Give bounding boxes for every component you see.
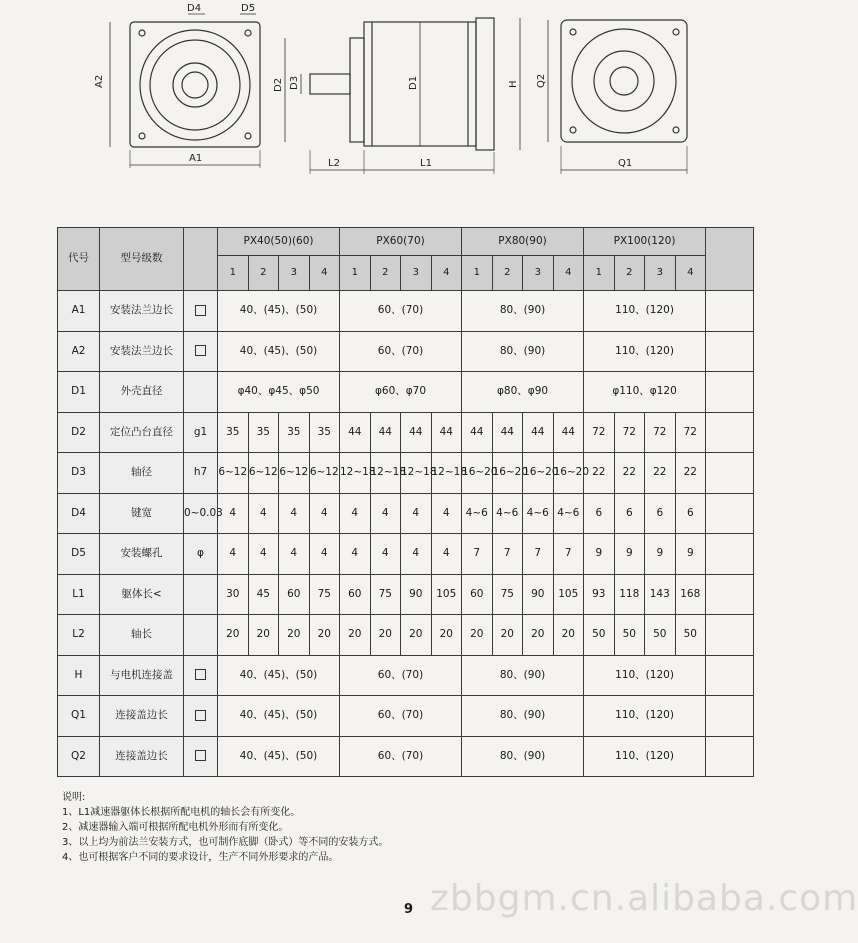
value-cell: 4~6 <box>492 493 523 534</box>
merged-value-cell: φ110、φ120 <box>584 372 706 413</box>
col-tol-header <box>184 228 218 291</box>
motor-cover <box>476 18 494 150</box>
stage-header: 4 <box>675 256 706 291</box>
row-code: D5 <box>58 534 100 575</box>
value-cell: 12~18 <box>401 453 432 494</box>
value-cell: 75 <box>370 574 401 615</box>
table-row <box>58 331 754 372</box>
row-name: 轴径 <box>100 453 184 494</box>
stage-header: 2 <box>248 256 279 291</box>
row-code: Q1 <box>58 696 100 737</box>
value-cell: 44 <box>431 412 462 453</box>
value-cell: 4 <box>431 493 462 534</box>
merged-value-cell: 80、(90) <box>462 291 584 332</box>
value-cell: 4 <box>340 534 371 575</box>
row-tolerance: 0~0.03 <box>184 493 218 534</box>
stage-header: 2 <box>614 256 645 291</box>
blank-cell <box>706 534 754 575</box>
table-row <box>58 736 754 777</box>
group-header: PX100(120) <box>584 228 706 256</box>
row-tolerance <box>184 655 218 696</box>
merged-value-cell: 40、(45)、(50) <box>218 696 340 737</box>
row-tolerance <box>184 736 218 777</box>
merged-value-cell: 60、(70) <box>340 736 462 777</box>
row-name: 键宽 <box>100 493 184 534</box>
stage-header: 4 <box>431 256 462 291</box>
row-code: D2 <box>58 412 100 453</box>
value-cell: 7 <box>492 534 523 575</box>
row-code: D3 <box>58 453 100 494</box>
value-cell: 44 <box>523 412 554 453</box>
merged-value-cell: 60、(70) <box>340 331 462 372</box>
row-code: L2 <box>58 615 100 656</box>
row-name: 安装法兰边长 <box>100 291 184 332</box>
value-cell: 44 <box>401 412 432 453</box>
value-cell: 4 <box>218 534 249 575</box>
value-cell: 4 <box>309 493 340 534</box>
value-cell: 44 <box>340 412 371 453</box>
blank-cell <box>706 372 754 413</box>
watermark: zbbgm.cn.alibaba.com <box>430 878 858 919</box>
value-cell: 143 <box>645 574 676 615</box>
value-cell: 7 <box>553 534 584 575</box>
table-row <box>58 372 754 413</box>
value-cell: 6~12 <box>309 453 340 494</box>
table-row <box>58 574 754 615</box>
checkbox-icon <box>195 305 206 316</box>
label-l1: L1 <box>420 158 432 169</box>
stage-header: 3 <box>401 256 432 291</box>
label-d1: D1 <box>408 75 419 90</box>
value-cell: 6~12 <box>248 453 279 494</box>
label-d4: D4 <box>187 3 202 14</box>
row-name: 躯体长< <box>100 574 184 615</box>
blank-cell <box>706 291 754 332</box>
value-cell: 45 <box>248 574 279 615</box>
value-cell: 7 <box>523 534 554 575</box>
value-cell: 9 <box>584 534 615 575</box>
value-cell: 4 <box>309 534 340 575</box>
blank-cell <box>706 615 754 656</box>
merged-value-cell: 40、(45)、(50) <box>218 736 340 777</box>
value-cell: 4 <box>279 493 310 534</box>
stage-header: 2 <box>492 256 523 291</box>
value-cell: 16~20 <box>492 453 523 494</box>
table-row <box>58 615 754 656</box>
merged-value-cell: 40、(45)、(50) <box>218 655 340 696</box>
value-cell: 6~12 <box>279 453 310 494</box>
row-name: 连接盖边长 <box>100 696 184 737</box>
stage-header: 3 <box>523 256 554 291</box>
spec-table <box>57 227 754 777</box>
checkbox-icon <box>195 710 206 721</box>
value-cell: 4 <box>248 534 279 575</box>
value-cell: 20 <box>248 615 279 656</box>
value-cell: 93 <box>584 574 615 615</box>
value-cell: 16~20 <box>553 453 584 494</box>
value-cell: 72 <box>584 412 615 453</box>
row-name: 外壳直径 <box>100 372 184 413</box>
value-cell: 6~12 <box>218 453 249 494</box>
row-tolerance: g1 <box>184 412 218 453</box>
merged-value-cell: 80、(90) <box>462 331 584 372</box>
row-code: L1 <box>58 574 100 615</box>
group-header: PX60(70) <box>340 228 462 256</box>
table-row <box>58 453 754 494</box>
rear-cover-view <box>561 20 687 142</box>
row-tolerance <box>184 291 218 332</box>
value-cell: 9 <box>614 534 645 575</box>
blank-cell <box>706 331 754 372</box>
stage-header: 3 <box>645 256 676 291</box>
value-cell: 118 <box>614 574 645 615</box>
table-row <box>58 291 754 332</box>
label-d3: D3 <box>289 75 300 90</box>
label-a1: A1 <box>189 153 203 164</box>
value-cell: 30 <box>218 574 249 615</box>
value-cell: 50 <box>614 615 645 656</box>
row-code: Q2 <box>58 736 100 777</box>
value-cell: 9 <box>645 534 676 575</box>
value-cell: 35 <box>279 412 310 453</box>
value-cell: 6 <box>645 493 676 534</box>
value-cell: 50 <box>675 615 706 656</box>
value-cell: 60 <box>279 574 310 615</box>
value-cell: 6 <box>675 493 706 534</box>
row-tolerance <box>184 331 218 372</box>
value-cell: 75 <box>492 574 523 615</box>
value-cell: 44 <box>492 412 523 453</box>
row-tolerance <box>184 574 218 615</box>
value-cell: 20 <box>553 615 584 656</box>
merged-value-cell: φ60、φ70 <box>340 372 462 413</box>
value-cell: 4 <box>401 493 432 534</box>
value-cell: 4 <box>431 534 462 575</box>
value-cell: 44 <box>370 412 401 453</box>
value-cell: 4 <box>401 534 432 575</box>
merged-value-cell: 80、(90) <box>462 736 584 777</box>
stage-header: 1 <box>340 256 371 291</box>
merged-value-cell: 80、(90) <box>462 655 584 696</box>
row-code: A2 <box>58 331 100 372</box>
merged-value-cell: 110、(120) <box>584 291 706 332</box>
value-cell: 60 <box>462 574 493 615</box>
table-row <box>58 696 754 737</box>
row-tolerance <box>184 696 218 737</box>
value-cell: 4 <box>370 493 401 534</box>
value-cell: 6 <box>584 493 615 534</box>
value-cell: 90 <box>401 574 432 615</box>
value-cell: 20 <box>279 615 310 656</box>
group-header: PX40(50)(60) <box>218 228 340 256</box>
table-header-row <box>58 228 754 256</box>
row-name: 定位凸台直径 <box>100 412 184 453</box>
checkbox-icon <box>195 345 206 356</box>
value-cell: 20 <box>309 615 340 656</box>
checkbox-icon <box>195 750 206 761</box>
merged-value-cell: 40、(45)、(50) <box>218 291 340 332</box>
value-cell: 20 <box>370 615 401 656</box>
merged-value-cell: 110、(120) <box>584 696 706 737</box>
value-cell: 22 <box>675 453 706 494</box>
value-cell: 72 <box>675 412 706 453</box>
value-cell: 16~20 <box>523 453 554 494</box>
blank-cell <box>706 574 754 615</box>
value-cell: 9 <box>675 534 706 575</box>
table-row <box>58 493 754 534</box>
value-cell: 12~18 <box>370 453 401 494</box>
merged-value-cell: 60、(70) <box>340 291 462 332</box>
technical-drawings <box>0 0 812 220</box>
notes-title: 说明: <box>62 792 86 803</box>
stage-header: 2 <box>370 256 401 291</box>
value-cell: 20 <box>431 615 462 656</box>
row-name: 轴长 <box>100 615 184 656</box>
label-l2: L2 <box>328 158 340 169</box>
stage-header: 1 <box>218 256 249 291</box>
table-row <box>58 412 754 453</box>
value-cell: 4 <box>340 493 371 534</box>
label-a2: A2 <box>94 74 105 88</box>
merged-value-cell: 110、(120) <box>584 736 706 777</box>
value-cell: 16~20 <box>462 453 493 494</box>
row-name: 与电机连接盖 <box>100 655 184 696</box>
notes <box>62 790 762 865</box>
row-code: D1 <box>58 372 100 413</box>
blank-cell <box>706 412 754 453</box>
merged-value-cell: 60、(70) <box>340 655 462 696</box>
label-q2: Q2 <box>536 73 547 88</box>
checkbox-icon <box>195 669 206 680</box>
merged-value-cell: 110、(120) <box>584 331 706 372</box>
value-cell: 6 <box>614 493 645 534</box>
note-item: 1、L1减速器躯体长根据所配电机的轴长会有所变化。 <box>62 807 301 818</box>
col-code-header: 代号 <box>58 228 100 291</box>
value-cell: 20 <box>401 615 432 656</box>
value-cell: 44 <box>462 412 493 453</box>
value-cell: 50 <box>645 615 676 656</box>
value-cell: 50 <box>584 615 615 656</box>
flange-boss <box>350 38 364 142</box>
label-d5: D5 <box>241 3 256 14</box>
note-item: 3、以上均为前法兰安装方式，也可制作底脚（卧式）等不同的安装方式。 <box>62 837 389 848</box>
group-header: PX80(90) <box>462 228 584 256</box>
stage-header: 1 <box>584 256 615 291</box>
value-cell: 4 <box>218 493 249 534</box>
value-cell: 20 <box>523 615 554 656</box>
row-code: H <box>58 655 100 696</box>
value-cell: 35 <box>309 412 340 453</box>
value-cell: 44 <box>553 412 584 453</box>
value-cell: 4~6 <box>462 493 493 534</box>
row-tolerance <box>184 372 218 413</box>
stage-header: 3 <box>279 256 310 291</box>
value-cell: 60 <box>340 574 371 615</box>
blank-cell <box>706 736 754 777</box>
stage-header: 1 <box>462 256 493 291</box>
value-cell: 35 <box>248 412 279 453</box>
value-cell: 7 <box>462 534 493 575</box>
value-cell: 22 <box>614 453 645 494</box>
value-cell: 22 <box>645 453 676 494</box>
value-cell: 168 <box>675 574 706 615</box>
merged-value-cell: φ80、φ90 <box>462 372 584 413</box>
blank-cell <box>706 655 754 696</box>
value-cell: 72 <box>614 412 645 453</box>
blank-cell <box>706 696 754 737</box>
row-tolerance <box>184 615 218 656</box>
row-code: A1 <box>58 291 100 332</box>
value-cell: 4 <box>279 534 310 575</box>
value-cell: 12~18 <box>340 453 371 494</box>
row-name: 安装法兰边长 <box>100 331 184 372</box>
merged-value-cell: 80、(90) <box>462 696 584 737</box>
merged-value-cell: 40、(45)、(50) <box>218 331 340 372</box>
value-cell: 72 <box>645 412 676 453</box>
value-cell: 4~6 <box>553 493 584 534</box>
col-name-header: 型号级数 <box>100 228 184 291</box>
value-cell: 20 <box>218 615 249 656</box>
value-cell: 12~18 <box>431 453 462 494</box>
blank-cell <box>706 453 754 494</box>
merged-value-cell: 60、(70) <box>340 696 462 737</box>
value-cell: 105 <box>553 574 584 615</box>
label-h: H <box>508 80 519 88</box>
row-name: 安装螺孔 <box>100 534 184 575</box>
stage-header: 4 <box>309 256 340 291</box>
value-cell: 20 <box>340 615 371 656</box>
value-cell: 4 <box>248 493 279 534</box>
stage-header: 4 <box>553 256 584 291</box>
table-row <box>58 534 754 575</box>
value-cell: 4~6 <box>523 493 554 534</box>
shaft <box>310 74 350 94</box>
merged-value-cell: 110、(120) <box>584 655 706 696</box>
label-d2: D2 <box>273 77 284 92</box>
value-cell: 90 <box>523 574 554 615</box>
note-item: 2、减速器输入端可根据所配电机外形而有所变化。 <box>62 822 289 833</box>
page-number: 9 <box>404 902 414 917</box>
spec-table-body <box>58 291 754 777</box>
row-name: 连接盖边长 <box>100 736 184 777</box>
value-cell: 22 <box>584 453 615 494</box>
value-cell: 105 <box>431 574 462 615</box>
merged-value-cell: φ40、φ45、φ50 <box>218 372 340 413</box>
value-cell: 35 <box>218 412 249 453</box>
note-item: 4、也可根据客户不同的要求设计，生产不同外形要求的产品。 <box>62 852 339 863</box>
row-tolerance: h7 <box>184 453 218 494</box>
table-row <box>58 655 754 696</box>
value-cell: 20 <box>462 615 493 656</box>
row-code: D4 <box>58 493 100 534</box>
label-q1: Q1 <box>618 158 633 169</box>
blank-cell <box>706 493 754 534</box>
row-tolerance: φ <box>184 534 218 575</box>
value-cell: 20 <box>492 615 523 656</box>
value-cell: 75 <box>309 574 340 615</box>
blank-header <box>706 228 754 291</box>
value-cell: 4 <box>370 534 401 575</box>
